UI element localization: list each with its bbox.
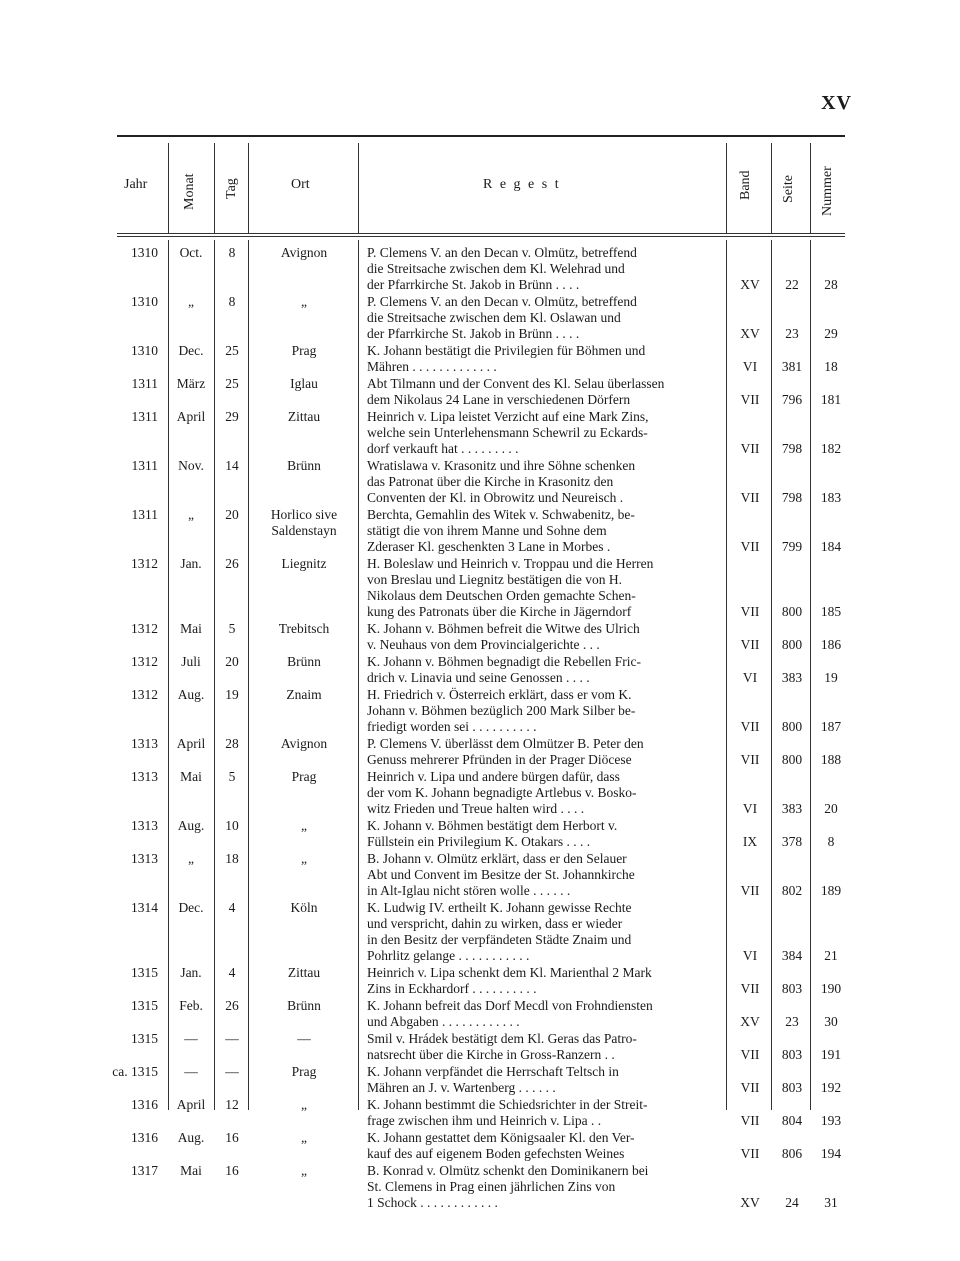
cell-seite: 803: [781, 1047, 803, 1062]
regest-line: kung des Patronats über die Kirche in Jägerndorf: [367, 604, 632, 619]
cell-jahr: 1313: [131, 736, 158, 751]
cell-monat: Dec.: [178, 343, 204, 358]
cell-tag: 16: [225, 1163, 239, 1178]
cell-regest: [367, 245, 719, 293]
cell-band: VII: [740, 883, 760, 898]
cell-ort: Znaim: [286, 687, 322, 702]
cell-tag: 20: [225, 507, 239, 522]
cell-monat: Aug.: [177, 1130, 205, 1145]
regest-line: die Streitsache zwischen dem Kl. Welehrad und: [367, 261, 625, 276]
cell-jahr: ca. 1315: [112, 1064, 158, 1079]
cell-regest: [367, 343, 719, 375]
top-rule: [117, 135, 845, 137]
regest-line: K. Ludwig IV. ertheilt K. Johann gewisse Rechte: [367, 900, 632, 915]
regest-line: Pohrlitz gelange . . . . . . . . . . .: [367, 948, 530, 963]
regest-line: K. Johann v. Böhmen bestätigt dem Herbort v.: [367, 818, 618, 833]
cell-tag: 8: [228, 294, 236, 309]
cell-nummer: 194: [820, 1146, 842, 1161]
cell-nummer: 185: [820, 604, 842, 619]
cell-seite: 378: [781, 834, 803, 849]
cell-band: VII: [740, 392, 760, 407]
cell-jahr: 1311: [131, 507, 158, 522]
cell-monat: Jan.: [180, 556, 202, 571]
cell-ort: Avignon: [280, 736, 328, 751]
cell-seite: 804: [781, 1113, 803, 1128]
cell-band: VII: [740, 1080, 760, 1095]
cell-nummer: 181: [820, 392, 842, 407]
cell-nummer: 193: [820, 1113, 842, 1128]
cell-nummer: 18: [824, 359, 838, 374]
cell-monat: —: [184, 1031, 198, 1046]
cell-tag: —: [225, 1064, 239, 1079]
cell-nummer: 28: [824, 277, 838, 292]
cell-nummer: 183: [820, 490, 842, 505]
cell-jahr: 1314: [131, 900, 158, 915]
regest-line: stätigt die von ihrem Manne und Sohne dem: [367, 523, 607, 538]
header-ort: Ort: [291, 177, 310, 192]
cell-seite: 383: [781, 670, 803, 685]
cell-jahr: 1312: [131, 687, 158, 702]
cell-nummer: 187: [820, 719, 842, 734]
cell-seite: 799: [781, 539, 803, 554]
cell-ort: „: [301, 1130, 307, 1145]
cell-monat: Aug.: [177, 687, 205, 702]
cell-tag: 5: [228, 769, 236, 784]
cell-ort: „: [301, 1163, 307, 1178]
regest-line: St. Clemens in Prag einen jährlichen Zins von: [367, 1179, 616, 1194]
regest-line: K. Johann bestätigt die Privilegien für Böhmen und: [367, 343, 646, 358]
cell-regest: [367, 376, 719, 408]
cell-monat: Oct.: [179, 245, 203, 260]
cell-band: VI: [742, 801, 758, 816]
cell-monat: Mai: [180, 1163, 202, 1178]
cell-tag: 26: [225, 998, 239, 1013]
cell-regest: [367, 556, 719, 620]
cell-ort: Prag: [291, 769, 317, 784]
cell-ort: Horlico sive Saldenstayn: [270, 507, 338, 538]
regest-line: dorf verkauft hat . . . . . . . . .: [367, 441, 519, 456]
cell-monat: April: [176, 409, 206, 424]
cell-jahr: 1311: [131, 458, 158, 473]
cell-monat: Juli: [181, 654, 201, 669]
cell-monat: „: [188, 294, 194, 309]
cell-regest: [367, 409, 719, 457]
cell-regest: [367, 1163, 719, 1211]
cell-monat: April: [176, 736, 206, 751]
cell-regest: [367, 769, 719, 817]
cell-nummer: 29: [824, 326, 838, 341]
cell-tag: 19: [225, 687, 239, 702]
cell-regest: [367, 818, 719, 850]
regest-line: die Streitsache zwischen dem Kl. Oslawan und: [367, 310, 621, 325]
header-seite: Seite: [781, 175, 796, 203]
cell-ort: „: [301, 818, 307, 833]
header-tag: Tag: [224, 178, 239, 199]
cell-seite: 384: [781, 948, 803, 963]
cell-tag: 5: [228, 621, 236, 636]
regest-line: 1 Schock . . . . . . . . . . . .: [367, 1195, 498, 1210]
cell-monat: Jan.: [180, 965, 202, 980]
cell-tag: 16: [225, 1130, 239, 1145]
cell-regest: [367, 1064, 719, 1096]
cell-band: VII: [740, 1146, 760, 1161]
cell-nummer: 189: [820, 883, 842, 898]
cell-nummer: 20: [824, 801, 838, 816]
regest-line: friedigt worden sei . . . . . . . . . .: [367, 719, 537, 734]
cell-tag: 4: [228, 965, 236, 980]
cell-seite: 806: [781, 1146, 803, 1161]
cell-monat: Aug.: [177, 818, 205, 833]
cell-nummer: 30: [824, 1014, 838, 1029]
cell-seite: 798: [781, 490, 803, 505]
cell-band: XV: [740, 326, 760, 341]
regest-line: der vom K. Johann begnadigte Artlebus v. Bosko-: [367, 785, 637, 800]
cell-seite: 802: [781, 883, 803, 898]
cell-nummer: 31: [824, 1195, 838, 1210]
cell-nummer: 186: [820, 637, 842, 652]
regest-line: Johann v. Böhmen bezüglich 200 Mark Silber be-: [367, 703, 636, 718]
cell-ort: „: [301, 851, 307, 866]
cell-seite: 383: [781, 801, 803, 816]
column-divider: [771, 143, 772, 233]
cell-tag: 10: [225, 818, 239, 833]
regest-line: B. Konrad v. Olmütz schenkt den Dominikanern bei: [367, 1163, 649, 1178]
cell-ort: Iglau: [290, 376, 318, 391]
regest-line: dem Nikolaus 24 Lane in verschiedenen Dörfern: [367, 392, 631, 407]
regest-line: K. Johann v. Böhmen begnadigt die Rebellen Fric-: [367, 654, 641, 669]
cell-tag: 18: [225, 851, 239, 866]
cell-regest: [367, 1130, 719, 1162]
regest-line: witz Frieden und Treue halten wird . . . .: [367, 801, 585, 816]
cell-ort: Trebitsch: [278, 621, 330, 636]
cell-seite: 24: [785, 1195, 799, 1210]
cell-jahr: 1315: [131, 965, 158, 980]
cell-seite: 798: [781, 441, 803, 456]
cell-ort: Brünn: [287, 654, 321, 669]
cell-seite: 796: [781, 392, 803, 407]
regest-line: K. Johann v. Böhmen befreit die Witwe des Ulrich: [367, 621, 640, 636]
header-nummer: Nummer: [820, 166, 835, 216]
regest-line: Abt Tilmann und der Convent des Kl. Selau überlassen: [367, 376, 665, 391]
regest-line: frage zwischen ihm und Heinrich v. Lipa . .: [367, 1113, 602, 1128]
cell-regest: [367, 621, 719, 653]
regest-line: Heinrich v. Lipa schenkt dem Kl. Marienthal 2 Mark: [367, 965, 652, 980]
cell-regest: [367, 851, 719, 899]
cell-nummer: 182: [820, 441, 842, 456]
column-divider: [726, 240, 727, 1110]
cell-band: VII: [740, 719, 760, 734]
header-band: Band: [738, 170, 753, 200]
regest-line: v. Neuhaus von dem Provincialgerichte . . .: [367, 637, 600, 652]
regest-line: B. Johann v. Olmütz erklärt, dass er den Selauer: [367, 851, 627, 866]
cell-ort: Prag: [291, 1064, 317, 1079]
cell-tag: 14: [225, 458, 239, 473]
cell-tag: 12: [225, 1097, 239, 1112]
cell-seite: 803: [781, 1080, 803, 1095]
column-divider: [726, 143, 727, 233]
cell-regest: [367, 507, 719, 555]
cell-tag: 4: [228, 900, 236, 915]
regest-line: welche sein Unterlehensmann Schewril zu Eckards-: [367, 425, 648, 440]
cell-band: VII: [740, 981, 760, 996]
cell-ort: „: [301, 1097, 307, 1112]
cell-regest: [367, 1097, 719, 1129]
regest-line: P. Clemens V. an den Decan v. Olmütz, betreffend: [367, 294, 637, 309]
cell-ort: Zittau: [287, 409, 321, 424]
cell-monat: Nov.: [178, 458, 204, 473]
header-monat: Monat: [182, 173, 197, 210]
cell-monat: Dec.: [178, 900, 204, 915]
cell-monat: „: [188, 507, 194, 522]
cell-jahr: 1313: [131, 769, 158, 784]
cell-band: VII: [740, 490, 760, 505]
cell-regest: [367, 998, 719, 1030]
cell-seite: 800: [781, 719, 803, 734]
cell-nummer: 184: [820, 539, 842, 554]
column-divider: [248, 143, 249, 233]
cell-jahr: 1315: [131, 998, 158, 1013]
column-divider: [168, 143, 169, 233]
header-rule-double: [117, 236, 845, 237]
cell-nummer: 21: [824, 948, 838, 963]
cell-nummer: 19: [824, 670, 838, 685]
regest-line: Mähren . . . . . . . . . . . . .: [367, 359, 497, 374]
cell-ort: Brünn: [287, 998, 321, 1013]
cell-band: IX: [742, 834, 758, 849]
cell-band: XV: [740, 1195, 760, 1210]
cell-seite: 800: [781, 752, 803, 767]
regest-line: Heinrich v. Lipa und andere bürgen dafür, dass: [367, 769, 620, 784]
regest-line: Smil v. Hrádek bestätigt dem Kl. Geras das Patro-: [367, 1031, 637, 1046]
cell-band: VII: [740, 441, 760, 456]
regest-line: kauf des auf eigenem Boden gefechsten Weines: [367, 1146, 625, 1161]
cell-jahr: 1310: [131, 294, 158, 309]
cell-band: VII: [740, 752, 760, 767]
cell-jahr: 1310: [131, 343, 158, 358]
cell-jahr: 1313: [131, 818, 158, 833]
cell-nummer: 190: [820, 981, 842, 996]
column-divider: [248, 240, 249, 1110]
regest-line: Mähren an J. v. Wartenberg . . . . . .: [367, 1080, 556, 1095]
cell-tag: 25: [225, 343, 239, 358]
cell-tag: —: [225, 1031, 239, 1046]
cell-nummer: 8: [827, 834, 835, 849]
cell-band: VI: [742, 670, 758, 685]
regest-line: in Alt-Iglau nicht stören wolle . . . . . .: [367, 883, 571, 898]
cell-band: VII: [740, 637, 760, 652]
regest-line: der Pfarrkirche St. Jakob in Brünn . . . .: [367, 326, 580, 341]
cell-tag: 28: [225, 736, 239, 751]
cell-band: VII: [740, 604, 760, 619]
cell-ort: Brünn: [287, 458, 321, 473]
cell-tag: 20: [225, 654, 239, 669]
regest-line: Genuss mehrerer Pfründen in der Prager Diöcese: [367, 752, 632, 767]
regest-line: Zderaser Kl. geschenkten 3 Lane in Morbes .: [367, 539, 611, 554]
cell-monat: Mai: [180, 621, 202, 636]
cell-ort: —: [297, 1031, 311, 1046]
header-rule: [117, 233, 845, 234]
regest-line: das Patronat über die Kirche in Krasonitz den: [367, 474, 614, 489]
cell-nummer: 191: [820, 1047, 842, 1062]
cell-jahr: 1312: [131, 654, 158, 669]
regest-line: und verspricht, dahin zu wirken, dass er wieder: [367, 916, 623, 931]
regest-line: Wratislawa v. Krasonitz und ihre Söhne schenken: [367, 458, 636, 473]
cell-tag: 29: [225, 409, 239, 424]
cell-jahr: 1313: [131, 851, 158, 866]
regest-line: K. Johann verpfändet die Herrschaft Teltsch in: [367, 1064, 619, 1079]
cell-nummer: 188: [820, 752, 842, 767]
regest-line: Heinrich v. Lipa leistet Verzicht auf eine Mark Zins,: [367, 409, 649, 424]
regest-line: in den Besitz der verpfändeten Städte Znaim und: [367, 932, 632, 947]
cell-regest: [367, 687, 719, 735]
column-divider: [810, 143, 811, 233]
cell-regest: [367, 965, 719, 997]
page-number: XV: [821, 92, 852, 114]
cell-seite: 381: [781, 359, 803, 374]
cell-band: XV: [740, 1014, 760, 1029]
cell-jahr: 1316: [131, 1097, 158, 1112]
cell-ort: Liegnitz: [281, 556, 327, 571]
cell-seite: 23: [785, 326, 799, 341]
cell-seite: 800: [781, 637, 803, 652]
cell-regest: [367, 1031, 719, 1063]
regest-line: drich v. Linavia und seine Genossen . . . .: [367, 670, 590, 685]
cell-tag: 26: [225, 556, 239, 571]
cell-ort: Prag: [291, 343, 317, 358]
regest-line: K. Johann bestimmt die Schiedsrichter in der Streit-: [367, 1097, 648, 1112]
cell-band: VI: [742, 948, 758, 963]
cell-regest: [367, 294, 719, 342]
cell-seite: 23: [785, 1014, 799, 1029]
cell-ort: Köln: [290, 900, 318, 915]
cell-regest: [367, 458, 719, 506]
regest-line: H. Friedrich v. Österreich erklärt, dass er vom K.: [367, 687, 632, 702]
cell-regest: [367, 654, 719, 686]
cell-nummer: 192: [820, 1080, 842, 1095]
cell-ort: Zittau: [287, 965, 321, 980]
cell-band: VII: [740, 1113, 760, 1128]
column-divider: [168, 240, 169, 1110]
regest-line: und Abgaben . . . . . . . . . . . .: [367, 1014, 520, 1029]
column-divider: [771, 240, 772, 1110]
regest-line: H. Boleslaw und Heinrich v. Troppau und die Herren: [367, 556, 654, 571]
cell-jahr: 1311: [131, 376, 158, 391]
regest-line: Abt und Convent im Besitze der St. Johannkirche: [367, 867, 635, 882]
regest-line: K. Johann gestattet dem Königsaaler Kl. den Ver-: [367, 1130, 635, 1145]
cell-monat: Feb.: [179, 998, 203, 1013]
cell-regest: [367, 736, 719, 768]
regest-line: Zins in Eckhardorf . . . . . . . . . .: [367, 981, 537, 996]
cell-band: VII: [740, 1047, 760, 1062]
regest-line: P. Clemens V. an den Decan v. Olmütz, betreffend: [367, 245, 637, 260]
cell-jahr: 1312: [131, 621, 158, 636]
regest-line: Füllstein ein Privilegium K. Otakars . . . .: [367, 834, 591, 849]
cell-tag: 8: [228, 245, 236, 260]
cell-seite: 22: [785, 277, 799, 292]
header-jahr: Jahr: [124, 177, 148, 192]
cell-seite: 800: [781, 604, 803, 619]
regest-line: Berchta, Gemahlin des Witek v. Schwabenitz, be-: [367, 507, 635, 522]
column-divider: [358, 240, 359, 1110]
regest-line: Conventen der Kl. in Obrowitz und Neureisch .: [367, 490, 624, 505]
regest-line: Nikolaus dem Deutschen Orden gemachte Schen-: [367, 588, 636, 603]
cell-monat: „: [188, 851, 194, 866]
cell-jahr: 1311: [131, 409, 158, 424]
regest-line: der Pfarrkirche St. Jakob in Brünn . . . .: [367, 277, 580, 292]
cell-band: VII: [740, 539, 760, 554]
cell-tag: 25: [225, 376, 239, 391]
cell-band: VI: [742, 359, 758, 374]
regest-line: K. Johann befreit das Dorf Mecdl von Frohndiensten: [367, 998, 653, 1013]
cell-jahr: 1316: [131, 1130, 158, 1145]
cell-band: XV: [740, 277, 760, 292]
header-regest: R e g e s t: [483, 177, 561, 192]
cell-monat: —: [184, 1064, 198, 1079]
column-divider: [358, 143, 359, 233]
cell-jahr: 1317: [131, 1163, 158, 1178]
regest-line: von Breslau und Liegnitz bestätigen die von H.: [367, 572, 622, 587]
cell-jahr: 1315: [131, 1031, 158, 1046]
column-divider: [214, 240, 215, 1110]
regest-line: natsrecht über die Kirche in Gross-Ranzern . .: [367, 1047, 615, 1062]
cell-monat: März: [176, 376, 206, 391]
cell-jahr: 1310: [131, 245, 158, 260]
cell-jahr: 1312: [131, 556, 158, 571]
cell-ort: Avignon: [280, 245, 328, 260]
column-divider: [214, 143, 215, 233]
cell-regest: [367, 900, 719, 964]
cell-monat: Mai: [180, 769, 202, 784]
regest-line: P. Clemens V. überlässt dem Olmützer B. Peter den: [367, 736, 644, 751]
cell-seite: 803: [781, 981, 803, 996]
cell-monat: April: [176, 1097, 206, 1112]
cell-ort: „: [301, 294, 307, 309]
